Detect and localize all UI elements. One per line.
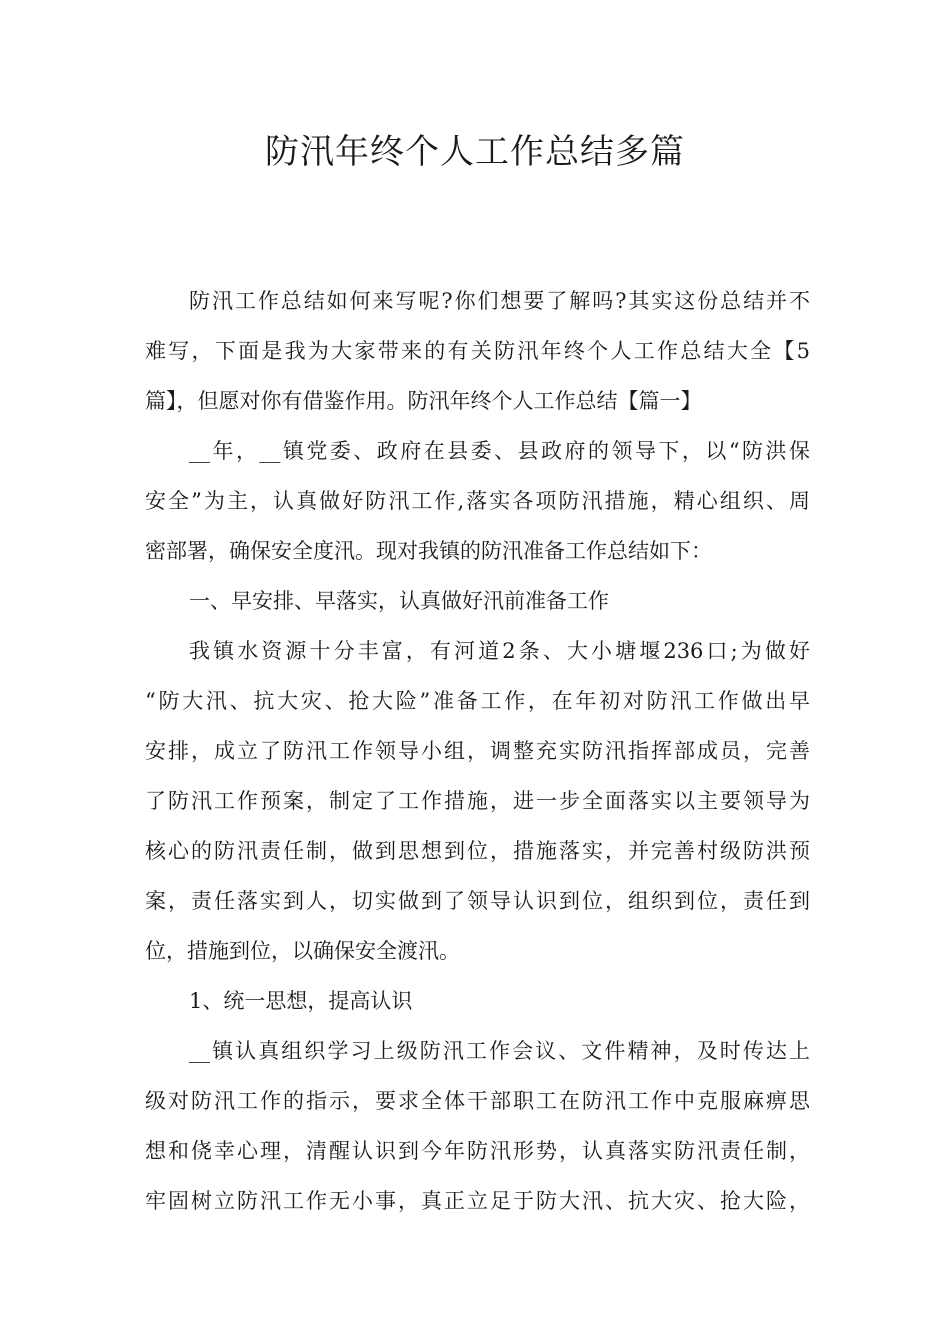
body-line: 级对防汛工作的指示，要求全体干部职工在防汛工作中克服麻痹思 [145,1089,810,1113]
body-line: 安全”为主，认真做好防汛工作,落实各项防汛措施，精心组织、周 [145,489,810,513]
body-line: 篇】，但愿对你有借鉴作用。防汛年终个人工作总结【篇一】 [145,389,702,413]
document-body [145,276,810,1226]
body-line: __镇认真组织学习上级防汛工作会议、文件精神，及时传达上 [189,1039,810,1063]
body-line: 防汛工作总结如何来写呢?你们想要了解吗?其实这份总结并不 [189,289,810,313]
body-line: 了防汛工作预案，制定了工作措施，进一步全面落实以主要领导为 [145,789,810,813]
body-line: “防大汛、抗大灾、抢大险”准备工作，在年初对防汛工作做出早 [145,689,810,713]
body-line: 核心的防汛责任制，做到思想到位，措施落实，并完善村级防洪预 [145,839,810,863]
body-line: 想和侥幸心理，清醒认识到今年防汛形势，认真落实防汛责任制， [145,1139,810,1163]
body-line: __年，__镇党委、政府在县委、县政府的领导下，以“防洪保 [189,439,810,463]
body-line: 位，措施到位，以确保安全渡汛。 [145,939,460,963]
body-line: 我镇水资源十分丰富，有河道2条、大小塘堰236口;为做好 [189,639,810,663]
document-title: 防汛年终个人工作总结多篇 [265,132,685,172]
body-line: 案，责任落实到人，切实做到了领导认识到位，组织到位，责任到 [145,889,810,913]
body-line: 安排，成立了防汛工作领导小组，调整充实防汛指挥部成员，完善 [145,739,810,763]
body-line: 密部署，确保安全度汛。现对我镇的防汛准备工作总结如下： [145,539,712,563]
section-heading: 一、早安排、早落实，认真做好汛前准备工作 [189,589,609,613]
body-line: 难写，下面是我为大家带来的有关防汛年终个人工作总结大全【5 [145,339,810,363]
subsection-heading: 1、统一思想，提高认识 [189,989,413,1013]
body-line: 牢固树立防汛工作无小事，真正立足于防大汛、抗大灾、抢大险， [145,1189,810,1213]
